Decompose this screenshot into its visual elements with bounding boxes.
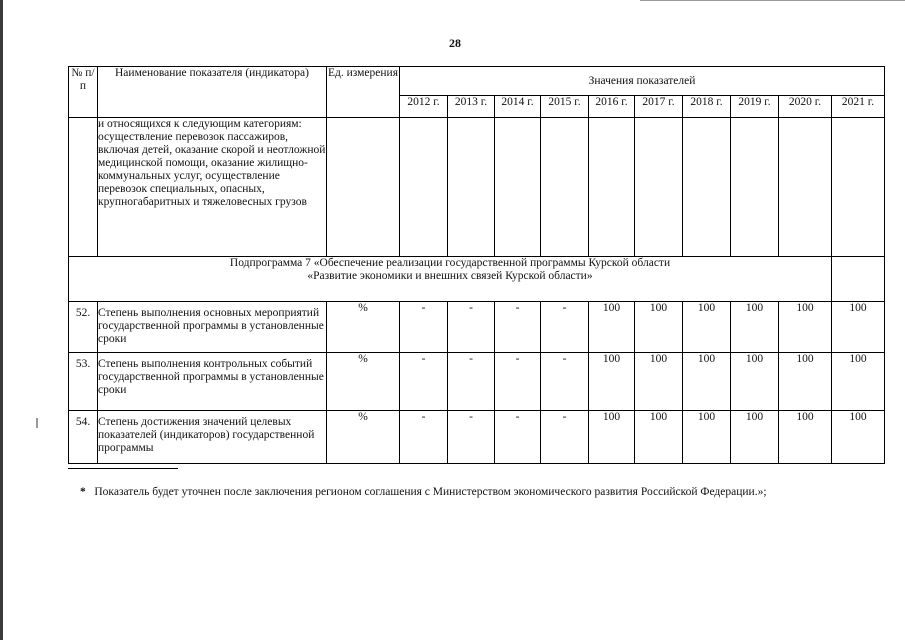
header-year: 2021 г. (832, 96, 885, 118)
header-year: 2015 г. (541, 96, 589, 118)
header-year: 2017 г. (635, 96, 683, 118)
scan-edge-top (640, 0, 905, 1)
subprogram-title (69, 257, 832, 302)
header-year: 2020 г. (779, 96, 832, 118)
row-value: - (448, 353, 495, 411)
row-value: 100 (832, 353, 885, 411)
footnote-marker: * (80, 486, 86, 498)
row-number: 54. (69, 411, 98, 464)
header-name: Наименование показателя (индикатора) (98, 67, 327, 118)
row-value: - (541, 353, 589, 411)
row-value: - (400, 353, 448, 411)
row-value: 100 (832, 411, 885, 464)
row-value: 100 (635, 353, 683, 411)
row-unit: % (327, 411, 400, 464)
subprogram-row (69, 257, 885, 302)
indicators-table (68, 66, 885, 464)
table-row (69, 353, 885, 411)
header-year: 2016 г. (589, 96, 635, 118)
row-value: 100 (731, 353, 779, 411)
table-row (69, 411, 885, 464)
row-unit: % (327, 302, 400, 353)
header-year: 2013 г. (448, 96, 495, 118)
continuation-row (69, 118, 885, 257)
row-value: 100 (832, 302, 885, 353)
scan-margin-mark (36, 418, 38, 428)
row-value: 100 (779, 411, 832, 464)
header-values: Значения показателей (400, 67, 885, 96)
subprogram-title-line2: «Развитие экономики и внешних связей Курской области» (307, 270, 593, 282)
page-number: 28 (449, 36, 461, 50)
row-name: Степень выполнения контрольных событий государственной программы в установленные сроки (98, 353, 327, 411)
row-value: - (495, 302, 541, 353)
row-value: 100 (731, 411, 779, 464)
row-value: 100 (779, 302, 832, 353)
header-year: 2012 г. (400, 96, 448, 118)
header-year: 2014 г. (495, 96, 541, 118)
row-value: 100 (589, 353, 635, 411)
header-row-1 (69, 67, 885, 96)
row-value: 100 (779, 353, 832, 411)
continuation-text: и относящихся к следующим категориям: осуществление перевозок пассажиров, включая детей, оказание скорой и неотложной медицинской помощи, оказание жилищно-коммунальных услуг, осуществление перевозок специальных, опасных, крупногабаритных и тяжеловесных грузов (98, 118, 327, 257)
row-value: 100 (635, 302, 683, 353)
row-value: 100 (683, 353, 731, 411)
header-year: 2019 г. (731, 96, 779, 118)
row-value: - (448, 302, 495, 353)
row-value: 100 (635, 411, 683, 464)
footnote-text: Показатель будет уточнен после заключения регионом соглашения с Министерством экономического развития Российской Федерации.»; (94, 486, 767, 498)
row-value: - (541, 411, 589, 464)
row-number: 53. (69, 353, 98, 411)
row-value: 100 (683, 302, 731, 353)
row-value: 100 (731, 302, 779, 353)
header-year: 2018 г. (683, 96, 731, 118)
row-unit: % (327, 353, 400, 411)
row-value: - (495, 353, 541, 411)
header-num: № п/п (69, 67, 98, 118)
footnote (80, 486, 767, 498)
row-name: Степень достижения значений целевых показателей (индикаторов) государственной программы (98, 411, 327, 464)
row-value: - (541, 302, 589, 353)
subprogram-title-line1: Подпрограмма 7 «Обеспечение реализации государственной программы Курской области (229, 257, 671, 269)
row-value: - (495, 411, 541, 464)
scan-edge-left (0, 0, 3, 640)
row-value: - (400, 411, 448, 464)
row-value: - (448, 411, 495, 464)
row-value: 100 (683, 411, 731, 464)
row-value: 100 (589, 302, 635, 353)
table-row (69, 302, 885, 353)
row-name: Степень выполнения основных мероприятий государственной программы в установленные сроки (98, 302, 327, 353)
row-number: 52. (69, 302, 98, 353)
row-value: - (400, 302, 448, 353)
header-unit: Ед. измерения (327, 67, 400, 118)
footnote-separator (68, 468, 178, 469)
row-value: 100 (589, 411, 635, 464)
